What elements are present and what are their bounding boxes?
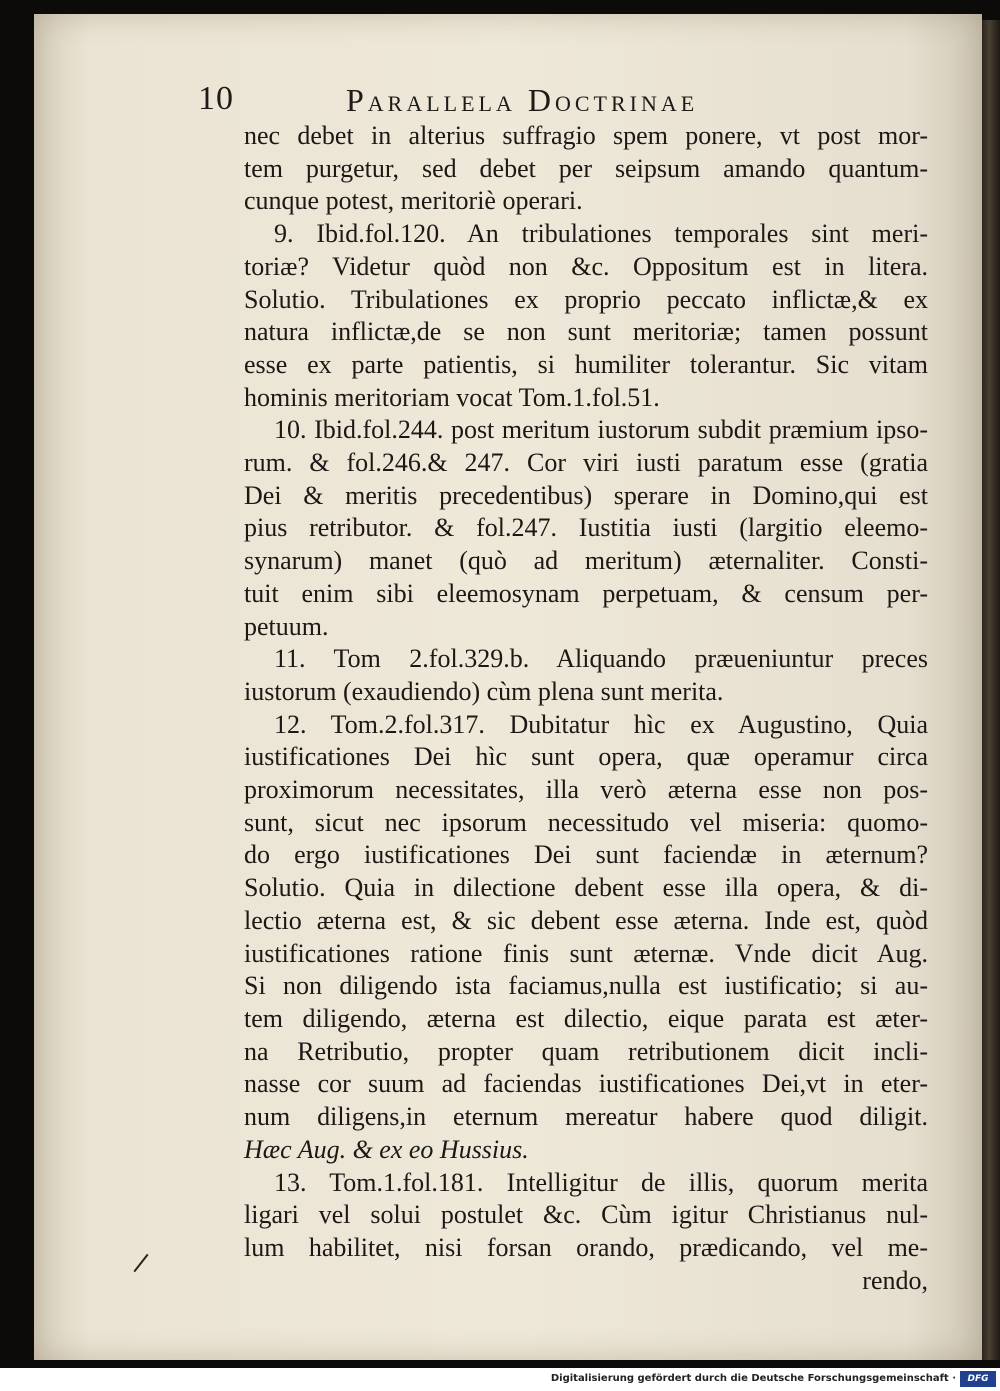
text-line: do ergo iustificationes Dei sunt faciendæ in æternum? xyxy=(244,840,928,870)
text-line: iustorum (exaudiendo) cùm plena sunt merita. xyxy=(244,676,724,706)
page-edge xyxy=(982,20,1000,1360)
text-line: Solutio. Tribulationes ex proprio peccato inflictæ,& ex xyxy=(244,284,928,314)
text-line: na Retributio, propter quam retributionem dicit incli- xyxy=(244,1036,928,1066)
footer-credit: Digitalisierung gefördert durch die Deutsche Forschungsgemeinschaft · xyxy=(550,1373,956,1384)
text-line: hominis meritoriam vocat Tom.1.fol.51. xyxy=(244,382,660,412)
text-line: tem diligendo, æterna est dilectio, eique parata est æter- xyxy=(244,1003,928,1033)
text-line: 12. Tom.2.fol.317. Dubitatur hìc ex Augustino, Quia xyxy=(274,709,928,739)
text-line: toriæ? Videtur quòd non &c. Oppositum est in litera. xyxy=(244,251,928,281)
running-head xyxy=(198,80,838,124)
text-line: Dei & meritis precedentibus) sperare in Domino,qui est xyxy=(244,480,928,510)
footer-bar xyxy=(0,1368,1000,1391)
text-line: nasse cor suum ad faciendas iustificationes Dei,vt in eter- xyxy=(244,1069,928,1099)
text-line: tuit enim sibi eleemosynam perpetuam, & censum per- xyxy=(244,578,928,608)
dfg-logo: DFG xyxy=(960,1371,996,1387)
text-line: esse ex parte patientis, si humiliter tolerantur. Sic vitam xyxy=(244,349,928,379)
text-line: tem purgetur, sed debet per seipsum amando quantum- xyxy=(244,153,928,183)
text-line: Hæc Aug. & ex eo Hussius. xyxy=(244,1134,529,1164)
text-line: natura inflictæ,de se non sunt meritoriæ; tamen possunt xyxy=(244,317,928,347)
text-line: rendo, xyxy=(862,1265,928,1295)
text-line: nec debet in alterius suffragio spem ponere, vt post mor- xyxy=(244,121,928,150)
body-text xyxy=(244,120,928,1297)
text-line: iustificationes ratione finis sunt æternæ. Vnde dicit Aug. xyxy=(244,938,928,968)
text-line: iustificationes Dei hìc sunt opera, quæ operamur circa xyxy=(244,742,928,772)
text-line: lum habilitet, nisi forsan orando, prædicando, vel me- xyxy=(244,1232,928,1262)
text-line: num diligens,in eternum mereatur habere quod diligit. xyxy=(244,1102,928,1132)
page-title: Parallela Doctrinae xyxy=(346,82,699,118)
text-line: lectio æterna est, & sic debent esse æterna. Inde est, quòd xyxy=(244,905,928,935)
text-line: proximorum necessitates, illa verò æterna esse non pos- xyxy=(244,775,928,805)
text-line: 9. Ibid.fol.120. An tribulationes temporales sint meri- xyxy=(274,219,928,249)
text-line: ligari vel solui postulet &c. Cùm igitur Christianus nul- xyxy=(244,1200,928,1230)
text-line: synarum) manet (quò ad meritum) æternaliter. Consti- xyxy=(244,546,928,576)
text-line: 11. Tom 2.fol.329.b. Aliquando præueniuntur preces xyxy=(274,644,928,674)
text-line: cunque potest, meritoriè operari. xyxy=(244,186,583,216)
text-line: 13. Tom.1.fol.181. Intelligitur de illis, quorum merita xyxy=(274,1167,928,1197)
text-line: Si non diligendo ista faciamus,nulla est iustificatio; si au- xyxy=(244,971,928,1001)
text-line: sunt, sicut nec ipsorum necessitudo vel miseria: quomo- xyxy=(244,807,928,837)
page-number: 10 xyxy=(198,80,234,117)
text-line: pius retributor. & fol.247. Iustitia iusti (largitio eleemo- xyxy=(244,513,928,543)
text-line: Solutio. Quia in dilectione debent esse illa opera, & di- xyxy=(244,873,928,903)
text-line: rum. & fol.246.& 247. Cor viri iusti paratum esse (gratia xyxy=(244,448,928,478)
text-line: 10. Ibid.fol.244. post meritum iustorum subdit præmium ipso- xyxy=(274,415,928,445)
text-line: petuum. xyxy=(244,611,329,641)
